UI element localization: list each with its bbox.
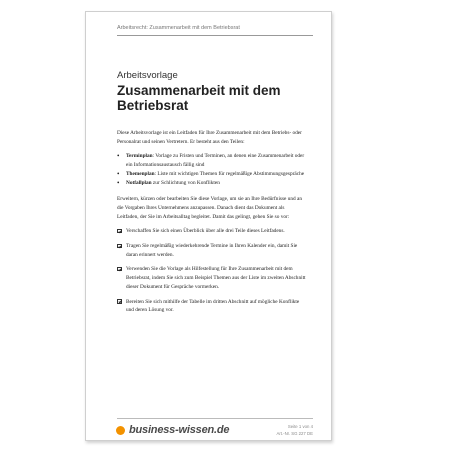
steps-checklist	[117, 227, 307, 315]
logo-text: business-wissen.de	[129, 424, 230, 436]
bullet-term: Themenplan	[126, 170, 155, 177]
document-page	[85, 11, 332, 441]
bullet-term: Terminplan	[126, 153, 153, 160]
document-kicker: Arbeitsvorlage	[117, 70, 178, 81]
bullet-text: : Liste mit wichtigen Themen für regelmäßige Abstimmungsgespräche	[154, 170, 305, 177]
checklist-text: Verschaffen Sie sich einen Überblick über alle drei Teile dieses Leitfadens.	[126, 228, 285, 235]
checkbox-checked-icon	[117, 244, 122, 249]
checklist-item	[117, 227, 307, 236]
list-item	[117, 170, 307, 179]
bullet-term: Notfallplan	[126, 179, 152, 186]
logo-dot-icon	[116, 426, 125, 435]
running-head: Arbeitsrecht: Zusammenarbeit mit dem Betriebsrat	[117, 25, 240, 31]
checklist-item	[117, 265, 307, 291]
article-number: Art.-Nr. SG 227 DE	[276, 431, 313, 436]
checkbox-checked-icon	[117, 299, 122, 304]
bullet-text: zur Schlichtung von Konflikten	[151, 179, 220, 186]
instructions-paragraph: Erweitern, kürzen oder bearbeiten Sie diese Vorlage, um sie an Ihre Bedürfnisse und an die Vorgaben Ihres Unternehmens anzupassen. Danach dient das Dokument als Leitfaden, der Sie im Arbeitsalltag begleitet. Damit das gelingt, gehen Sie so vor:	[117, 196, 302, 220]
checklist-text: Bereiten Sie sich mithilfe der Tabelle im dritten Abschnitt auf mögliche Konflikte und deren Lösung vor.	[126, 298, 300, 314]
checklist-item	[117, 298, 307, 315]
parts-list	[117, 152, 307, 187]
footer-meta	[276, 423, 313, 437]
brand-logo	[116, 424, 229, 436]
checklist-text: Tragen Sie regelmäßig wiederkehrende Termine in Ihren Kalender ein, damit Sie daran erinnert werden.	[126, 243, 298, 258]
document-body	[117, 129, 307, 321]
list-item	[117, 179, 307, 188]
checkbox-checked-icon	[117, 267, 122, 272]
header-divider	[117, 35, 313, 36]
page-info: Seite 1 von 4	[287, 424, 313, 429]
footer-divider	[117, 418, 313, 419]
intro-paragraph: Diese Arbeitsvorlage ist ein Leitfaden für Ihre Zusammenarbeit mit dem Betriebs- oder Personalrat und seinen Vertretern. Er besteht aus den Teilen:	[117, 130, 302, 145]
bullet-text: : Vorlage zu Fristen und Terminen, an denen eine Zusammenarbeit oder ein Informationsaustausch fällig sind	[126, 153, 305, 169]
document-title: Zusammenarbeit mit dem Betriebsrat	[117, 83, 281, 113]
checklist-item	[117, 242, 307, 259]
checklist-text: Verwenden Sie die Vorlage als Hilfestellung für Ihre Zusammenarbeit mit dem Betriebsrat, indem Sie sich zum Beispiel Themen aus der Liste im zweiten Abschnitt dieser Dokument für Gespräche vormerken.	[126, 266, 306, 290]
list-item	[117, 152, 307, 169]
checkbox-checked-icon	[117, 229, 122, 234]
